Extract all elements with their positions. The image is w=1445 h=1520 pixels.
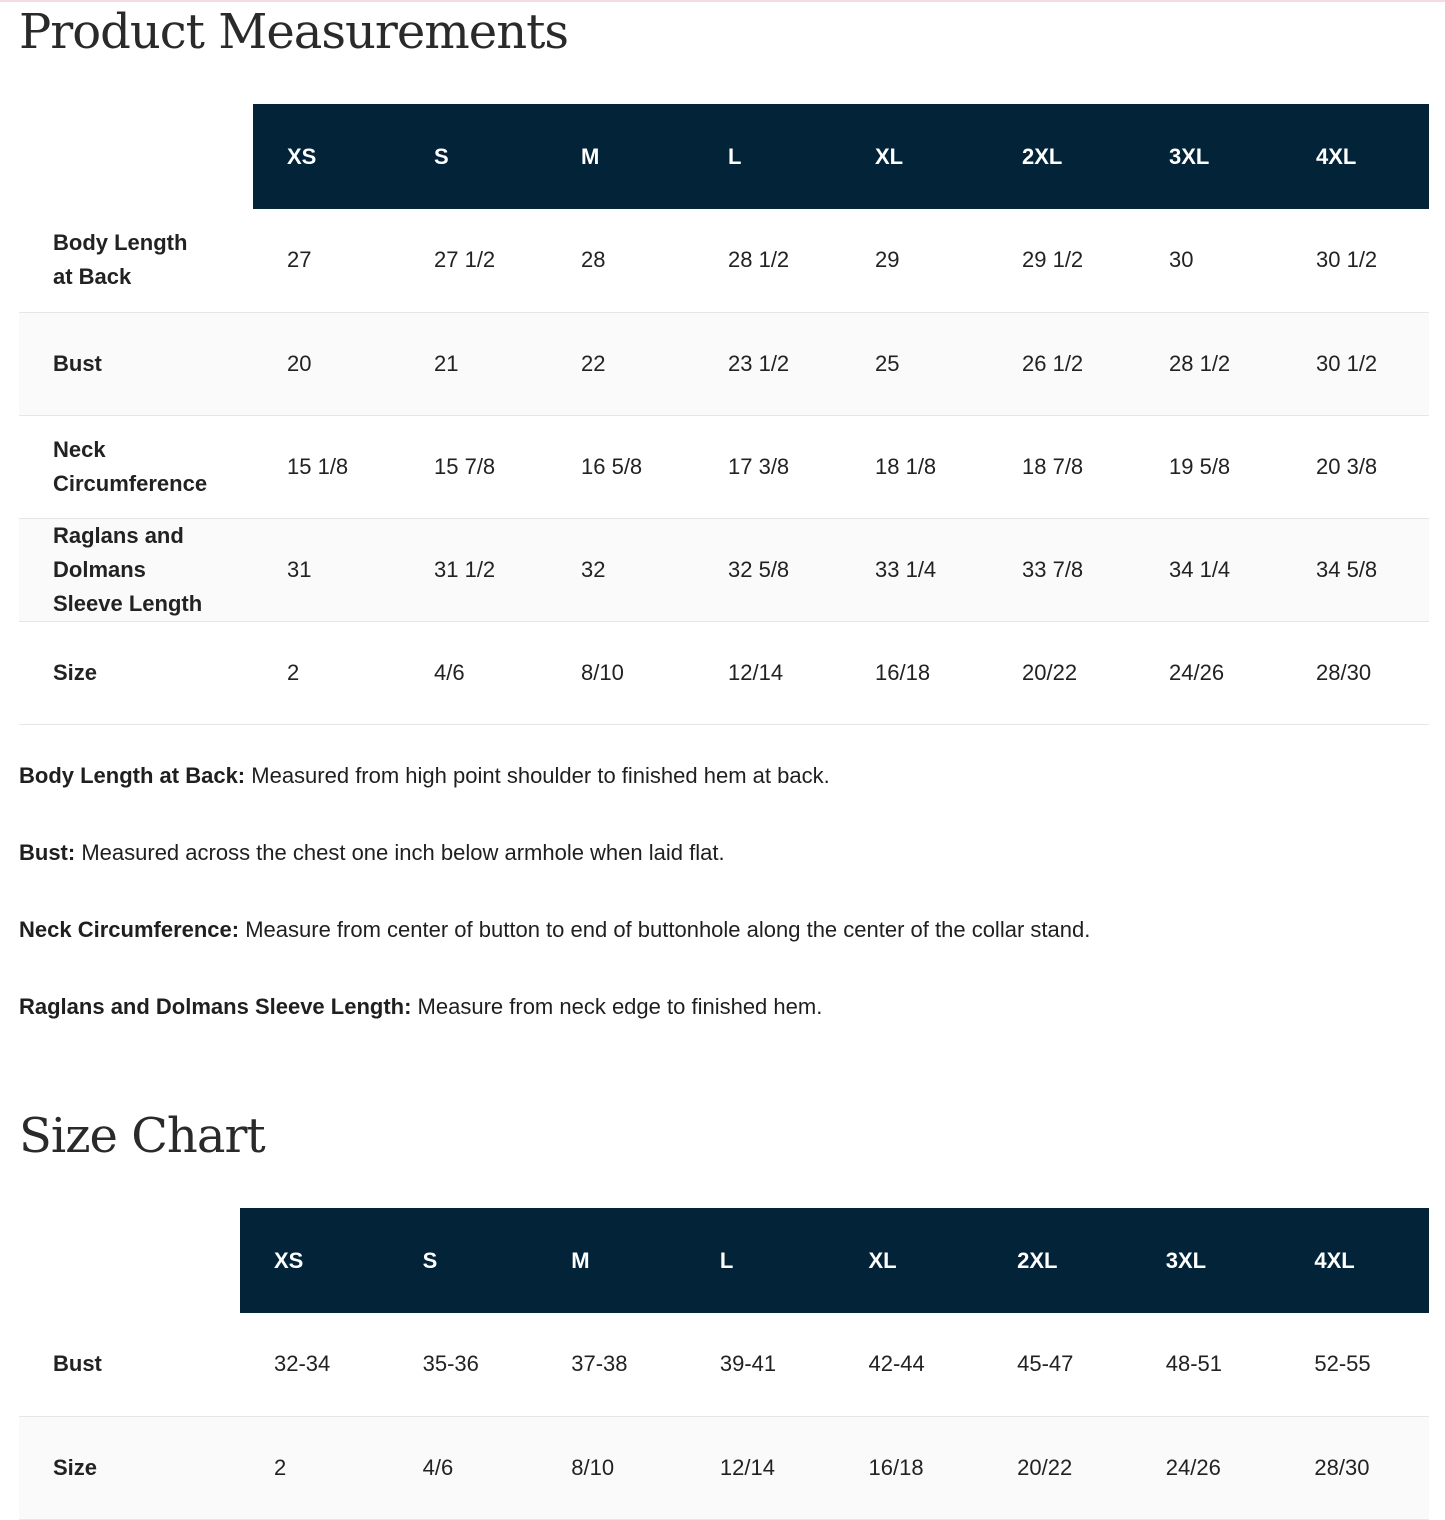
table-cell: 15 7/8 <box>400 415 547 518</box>
table-cell: 16/18 <box>841 621 988 724</box>
size-column-header: XS <box>240 1208 389 1313</box>
row-label <box>19 621 253 724</box>
product-measurements-title: Product Measurements <box>19 4 569 60</box>
note-neck-circumference <box>19 913 1429 990</box>
size-column-header: M <box>537 1208 686 1313</box>
table-row <box>19 518 1429 621</box>
table-cell: 16 5/8 <box>547 415 694 518</box>
size-column-header: L <box>694 104 841 209</box>
note-term: Raglans and Dolmans Sleeve Length: <box>19 994 412 1019</box>
table-cell: 48-51 <box>1132 1313 1281 1416</box>
row-label <box>19 209 253 312</box>
table-cell: 39-41 <box>686 1313 835 1416</box>
size-chart-table <box>19 1208 1429 1520</box>
size-column-header: 3XL <box>1132 1208 1281 1313</box>
row-label-line: Sleeve Length <box>53 590 203 616</box>
table-row <box>19 415 1429 518</box>
table-row <box>19 1313 1429 1416</box>
table-cell: 26 1/2 <box>988 312 1135 415</box>
table-cell: 32 <box>547 518 694 621</box>
table-cell: 20/22 <box>983 1416 1132 1519</box>
table-cell: 23 1/2 <box>694 312 841 415</box>
table-cell: 17 3/8 <box>694 415 841 518</box>
note-text: Measure from center of button to end of buttonhole along the center of the collar stand. <box>239 917 1091 942</box>
table-cell: 29 1/2 <box>988 209 1135 312</box>
table-cell: 35-36 <box>389 1313 538 1416</box>
table-cell: 27 <box>253 209 400 312</box>
table-cell: 33 1/4 <box>841 518 988 621</box>
table-cell: 28 1/2 <box>694 209 841 312</box>
table-cell: 28/30 <box>1280 1416 1429 1519</box>
size-column-header: 2XL <box>988 104 1135 209</box>
table-cell: 8/10 <box>547 621 694 724</box>
table-cell: 30 1/2 <box>1282 312 1429 415</box>
table-cell: 30 <box>1135 209 1282 312</box>
note-term: Neck Circumference: <box>19 917 240 942</box>
size-column-header: XL <box>841 104 988 209</box>
table-cell: 28/30 <box>1282 621 1429 724</box>
table-cell: 20 <box>253 312 400 415</box>
table-cell: 12/14 <box>694 621 841 724</box>
size-column-header: XL <box>835 1208 984 1313</box>
table-cell: 2 <box>240 1416 389 1519</box>
table-cell: 20 3/8 <box>1282 415 1429 518</box>
header-corner-cell <box>19 1208 240 1313</box>
product-measurements-table <box>19 104 1429 725</box>
row-label <box>19 1416 240 1519</box>
row-label-line: Circumference <box>53 470 208 496</box>
note-term: Body Length at Back: <box>19 763 246 788</box>
table-cell: 27 1/2 <box>400 209 547 312</box>
table-cell: 32-34 <box>240 1313 389 1416</box>
size-column-header: 4XL <box>1282 104 1429 209</box>
table-row <box>19 621 1429 724</box>
note-bust <box>19 836 1429 913</box>
size-column-header: XS <box>253 104 400 209</box>
table-cell: 31 1/2 <box>400 518 547 621</box>
row-label <box>19 415 253 518</box>
table-cell: 24/26 <box>1132 1416 1281 1519</box>
row-label-line: Body Length <box>53 230 188 256</box>
size-column-header: 2XL <box>983 1208 1132 1313</box>
size-header-row <box>19 1208 1429 1313</box>
row-label <box>19 312 253 415</box>
table-cell: 4/6 <box>400 621 547 724</box>
table-cell: 52-55 <box>1280 1313 1429 1416</box>
size-chart-title: Size Chart <box>19 1108 265 1164</box>
table-cell: 32 5/8 <box>694 518 841 621</box>
table-cell: 15 1/8 <box>253 415 400 518</box>
table-cell: 31 <box>253 518 400 621</box>
table-cell: 28 1/2 <box>1135 312 1282 415</box>
table-cell: 2 <box>253 621 400 724</box>
size-column-header: S <box>400 104 547 209</box>
table-cell: 4/6 <box>389 1416 538 1519</box>
row-label-line: Size <box>53 1454 98 1480</box>
note-body-length <box>19 759 1429 836</box>
row-label-line: Neck <box>53 436 106 462</box>
note-sleeve-length <box>19 990 1429 1067</box>
table-cell: 34 1/4 <box>1135 518 1282 621</box>
note-term: Bust: <box>19 840 76 865</box>
table-cell: 20/22 <box>988 621 1135 724</box>
table-cell: 37-38 <box>537 1313 686 1416</box>
row-label-line: Bust <box>53 350 102 376</box>
table-row <box>19 1416 1429 1519</box>
row-label <box>19 518 253 621</box>
header-corner-cell <box>19 104 253 209</box>
row-label-line: Bust <box>53 1351 102 1377</box>
table-cell: 19 5/8 <box>1135 415 1282 518</box>
table-cell: 29 <box>841 209 988 312</box>
table-row <box>19 312 1429 415</box>
note-text: Measured from high point shoulder to finished hem at back. <box>245 763 830 788</box>
table-cell: 16/18 <box>835 1416 984 1519</box>
size-column-header: 3XL <box>1135 104 1282 209</box>
table-cell: 34 5/8 <box>1282 518 1429 621</box>
table-cell: 30 1/2 <box>1282 209 1429 312</box>
table-cell: 8/10 <box>537 1416 686 1519</box>
table-cell: 18 7/8 <box>988 415 1135 518</box>
table-cell: 21 <box>400 312 547 415</box>
size-column-header: 4XL <box>1280 1208 1429 1313</box>
size-column-header: L <box>686 1208 835 1313</box>
table-cell: 28 <box>547 209 694 312</box>
table-cell: 18 1/8 <box>841 415 988 518</box>
table-row <box>19 209 1429 312</box>
table-cell: 25 <box>841 312 988 415</box>
measurement-notes <box>19 759 1429 1067</box>
table-cell: 12/14 <box>686 1416 835 1519</box>
size-column-header: M <box>547 104 694 209</box>
row-label-line: Raglans and <box>53 522 184 548</box>
table-cell: 24/26 <box>1135 621 1282 724</box>
table-cell: 22 <box>547 312 694 415</box>
row-label-line: Size <box>53 659 98 685</box>
row-label-line: at Back <box>53 264 132 290</box>
note-text: Measured across the chest one inch below armhole when laid flat. <box>75 840 725 865</box>
table-cell: 42-44 <box>835 1313 984 1416</box>
note-text: Measure from neck edge to finished hem. <box>411 994 823 1019</box>
table-cell: 33 7/8 <box>988 518 1135 621</box>
size-header-row <box>19 104 1429 209</box>
row-label-line: Dolmans <box>53 556 146 582</box>
size-column-header: S <box>389 1208 538 1313</box>
row-label <box>19 1313 240 1416</box>
table-cell: 45-47 <box>983 1313 1132 1416</box>
